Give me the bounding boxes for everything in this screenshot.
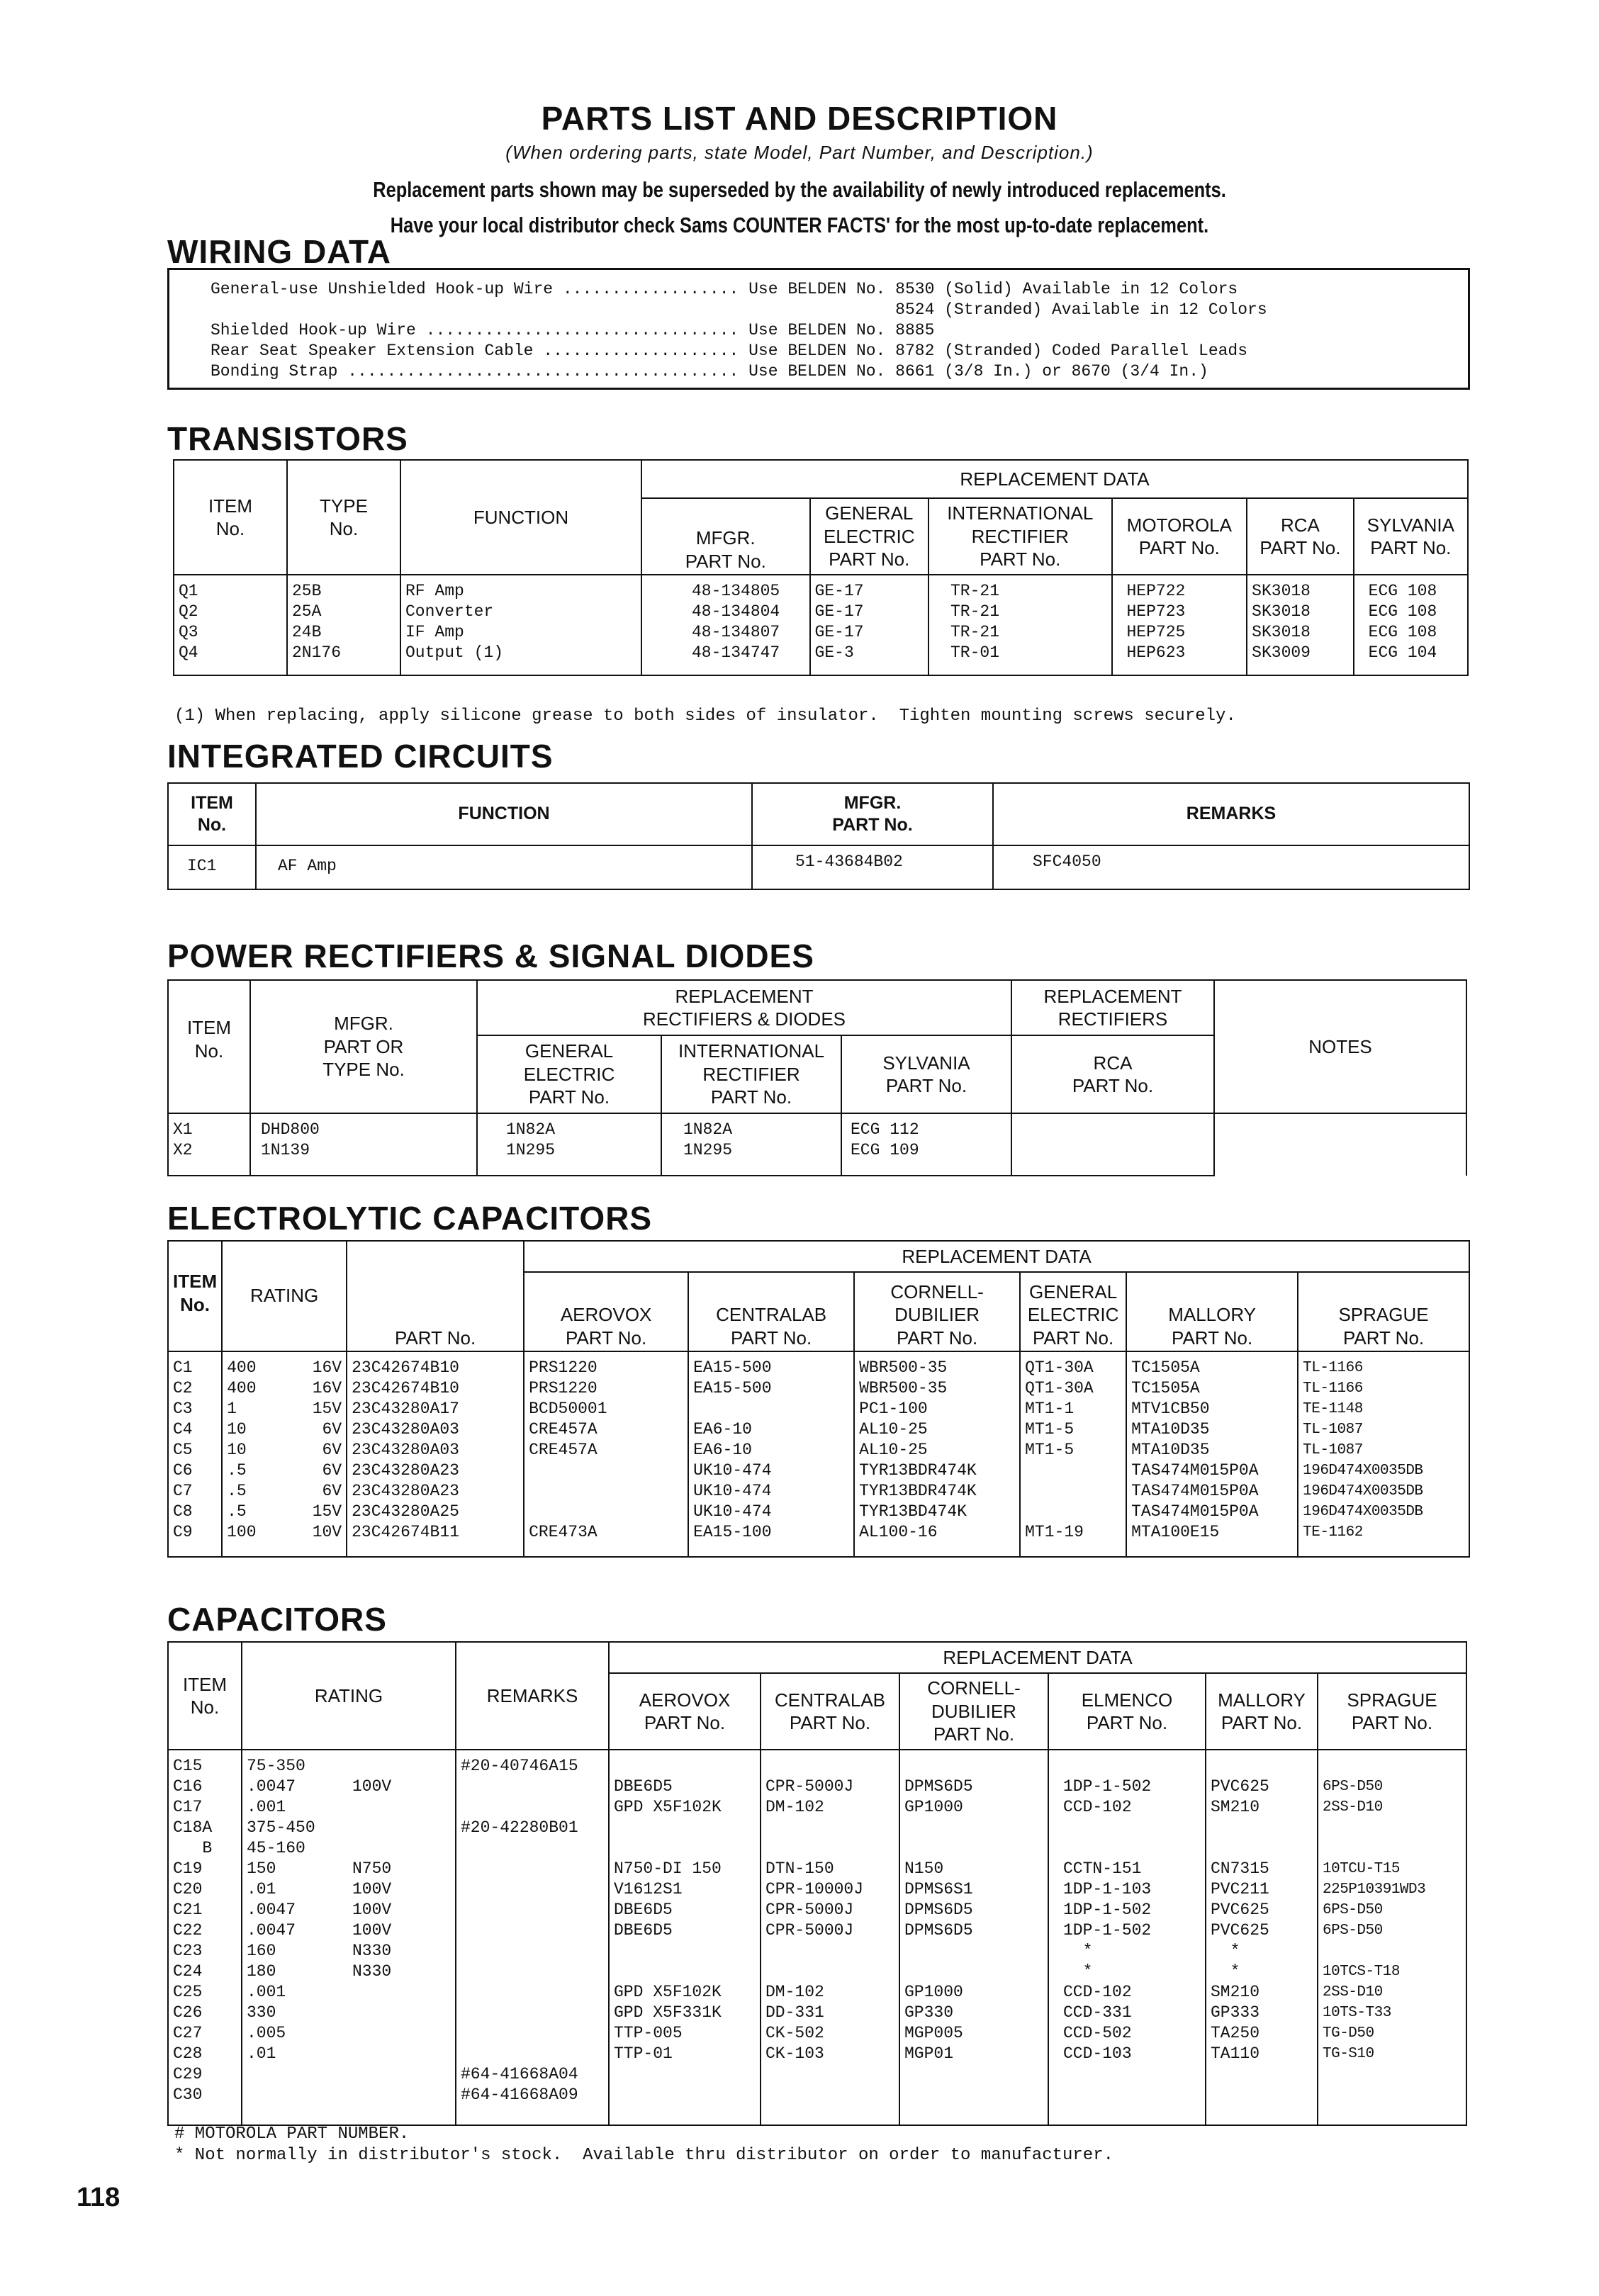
- diode-header-mfgr: MFGR. PART OR TYPE No.: [250, 980, 477, 1113]
- page-title: PARTS LIST AND DESCRIPTION: [541, 100, 1058, 137]
- ic-mfgr: 51-43684B02: [752, 845, 993, 889]
- cap-cornell-col: DPMS6D5 GP1000 N150 DPMS6S1 DPMS6D5 DPMS6D5 GP1000 GP330 MGP005 MGP01: [899, 1750, 1048, 2125]
- elec-capacitance-col: 400 400 1 10 10 .5 .5 .5 100: [222, 1351, 286, 1557]
- cap-remarks-col: #20-40746A15 #20-42280B01 #64-41668A04 #64-41668A09: [456, 1750, 609, 2125]
- transistor-intl-col: TR-21 TR-21 TR-21 TR-01: [928, 575, 1112, 675]
- diode-header-replacement: REPLACEMENT RECTIFIERS & DIODES: [477, 980, 1011, 1035]
- diodes-table: [167, 979, 1467, 1176]
- elec-cornell-col: WBR500-35 WBR500-35 PC1-100 AL10-25 AL10-25 TYR13BDR474K TYR13BDR474K TYR13BD474K AL100-16: [854, 1351, 1020, 1557]
- electrolytic-table: [167, 1240, 1470, 1558]
- transistor-rca-col: SK3018 SK3018 SK3018 SK3009: [1247, 575, 1354, 675]
- wiring-section-title: WIRING DATA: [167, 233, 391, 270]
- cap-voltage-col: 100V N750 100V 100V 100V N330 N330: [348, 1750, 456, 2125]
- elec-sprague-col: TL-1166 TL-1166 TE-1148 TL-1087 TL-1087 196D474X0035DB 196D474X0035DB 196D474X0035DB TE-1162: [1298, 1351, 1469, 1557]
- elec-header-cornell: CORNELL- DUBILIER PART No.: [854, 1272, 1020, 1351]
- col-header-mfgr: MFGR. PART No.: [641, 498, 810, 575]
- elec-header-rating: RATING: [222, 1241, 347, 1351]
- elec-part-col: 23C42674B10 23C42674B10 23C43280A17 23C43280A03 23C43280A03 23C43280A23 23C43280A23 23C43280A25 23C42674B11: [347, 1351, 524, 1557]
- ic-header-function: FUNCTION: [256, 783, 752, 845]
- diode-header-sylvania: SYLVANIA PART No.: [841, 1035, 1011, 1113]
- wiring-line: Rear Seat Speaker Extension Cable .................... Use BELDEN No. 8782 (Stranded) Coded Parallel Leads: [211, 342, 1248, 360]
- cap-header-centralab: CENTRALAB PART No.: [761, 1673, 899, 1750]
- elec-item-col: C1 C2 C3 C4 C5 C6 C7 C8 C9: [168, 1351, 222, 1557]
- col-header-type: TYPE No.: [287, 460, 400, 575]
- transistor-ge-col: GE-17 GE-17 GE-17 GE-3: [810, 575, 928, 675]
- elec-header-sprague: SPRAGUE PART No.: [1298, 1272, 1469, 1351]
- diodes-section-title: POWER RECTIFIERS & SIGNAL DIODES: [167, 938, 814, 974]
- diode-rca-col: [1011, 1113, 1214, 1176]
- cap-header-remarks: REMARKS: [456, 1642, 609, 1750]
- cap-aerovox-col: DBE6D5 GPD X5F102K N750-DI 150 V1612S1 DBE6D5 DBE6D5 GPD X5F102K GPD X5F331K TTP-005 TTP-01: [609, 1750, 761, 2125]
- cap-capacitance-col: 75-350 .0047 .001 375-450 45-160 150 .01 .0047 .0047 160 180 .001 330 .005 .01: [242, 1750, 348, 2125]
- cap-header-cornell: CORNELL- DUBILIER PART No.: [899, 1673, 1048, 1750]
- col-header-function: FUNCTION: [400, 460, 641, 575]
- elec-header-part: PART No.: [347, 1241, 524, 1351]
- cap-item-col: C15 C16 C17 C18A B C19 C20 C21 C22 C23 C24 C25 C26 C27 C28 C29 C30: [168, 1750, 242, 2125]
- ic-item: IC1: [168, 845, 256, 889]
- transistor-motorola-col: HEP722 HEP723 HEP725 HEP623: [1112, 575, 1247, 675]
- col-header-sylvania: SYLVANIA PART No.: [1354, 498, 1468, 575]
- ics-table: [167, 782, 1470, 890]
- wiring-data-box: [167, 268, 1470, 390]
- page-number: 118: [77, 2183, 120, 2212]
- elec-header-centralab: CENTRALAB PART No.: [688, 1272, 854, 1351]
- diode-header-repl-rectifiers: REPLACEMENT RECTIFIERS: [1011, 980, 1214, 1035]
- cap-elmenco-col: 1DP-1-502 CCD-102 CCTN-151 1DP-1-103 1DP-1-502 1DP-1-502 * * CCD-102 CCD-331 CCD-502 CCD-103: [1048, 1750, 1206, 2125]
- diode-mfgr-col: DHD800 1N139: [250, 1113, 477, 1176]
- col-header-motorola: MOTOROLA PART No.: [1112, 498, 1247, 575]
- diode-header-item: ITEM No.: [168, 980, 250, 1113]
- cap-header-sprague: SPRAGUE PART No.: [1318, 1673, 1466, 1750]
- elec-ge-col: QT1-30A QT1-30A MT1-1 MT1-5 MT1-5 MT1-19: [1020, 1351, 1126, 1557]
- transistor-item-col: Q1 Q2 Q3 Q4: [174, 575, 287, 675]
- cap-mallory-col: PVC625 SM210 CN7315 PVC211 PVC625 PVC625 * * SM210 GP333 TA250 TA110: [1206, 1750, 1318, 2125]
- wiring-line: Bonding Strap ........................................ Use BELDEN No. 8661 (3/8 In.) or 8670 (3/4 In.): [211, 362, 1208, 381]
- transistors-footnote: (1) When replacing, apply silicone grease to both sides of insulator. Tighten mounting screws securely.: [174, 707, 1236, 726]
- elec-header-ge: GENERAL ELECTRIC PART No.: [1020, 1272, 1126, 1351]
- ic-header-item: ITEM No.: [168, 783, 256, 845]
- capacitors-footnote-stock: * Not normally in distributor's stock. Available thru distributor on order to manufacturer.: [174, 2146, 1114, 2165]
- cap-header-elmenco: ELMENCO PART No.: [1048, 1673, 1206, 1750]
- elec-centralab-col: EA15-500 EA15-500 EA6-10 EA6-10 UK10-474 UK10-474 UK10-474 EA15-100: [688, 1351, 854, 1557]
- transistor-type-col: 25B 25A 24B 2N176: [287, 575, 400, 675]
- electrolytic-section-title: ELECTROLYTIC CAPACITORS: [167, 1200, 653, 1237]
- capacitors-table: [167, 1641, 1467, 2126]
- col-header-item: ITEM No.: [174, 460, 287, 575]
- capacitors-section-title: CAPACITORS: [167, 1601, 387, 1638]
- cap-replacement-data-header: REPLACEMENT DATA: [609, 1642, 1466, 1673]
- diode-item-col: X1 X2: [168, 1113, 250, 1176]
- cap-header-aerovox: AEROVOX PART No.: [609, 1673, 761, 1750]
- elec-voltage-col: 16V 16V 15V 6V 6V 6V 6V 15V 10V: [286, 1351, 347, 1557]
- cap-header-item: ITEM No.: [168, 1642, 242, 1750]
- cap-centralab-col: CPR-5000J DM-102 DTN-150 CPR-10000J CPR-5000J CPR-5000J DM-102 DD-331 CK-502 CK-103: [761, 1750, 899, 2125]
- diode-notes-col: [1214, 1113, 1466, 1176]
- col-header-ge: GENERAL ELECTRIC PART No.: [810, 498, 928, 575]
- col-header-rca: RCA PART No.: [1247, 498, 1354, 575]
- diode-header-notes: NOTES: [1214, 980, 1466, 1113]
- ics-section-title: INTEGRATED CIRCUITS: [167, 738, 554, 775]
- transistor-mfgr-col: 48-134805 48-134804 48-134807 48-134747: [641, 575, 810, 675]
- transistors-section-title: TRANSISTORS: [167, 420, 408, 457]
- ic-header-remarks: REMARKS: [993, 783, 1469, 845]
- elec-aerovox-col: PRS1220 PRS1220 BCD50001 CRE457A CRE457A CRE473A: [524, 1351, 688, 1557]
- elec-mallory-col: TC1505A TC1505A MTV1CB50 MTA10D35 MTA10D35 TAS474M015P0A TAS474M015P0A TAS474M015P0A MTA100E15: [1126, 1351, 1298, 1557]
- replacement-notice: Replacement parts shown may be superseded by the availability of newly introduced replacements.: [373, 177, 1226, 202]
- diode-ge-col: 1N82A 1N295: [477, 1113, 661, 1176]
- transistors-table: [173, 459, 1469, 676]
- cap-header-rating: RATING: [242, 1642, 456, 1750]
- diode-intl-col: 1N82A 1N295: [661, 1113, 841, 1176]
- transistor-function-col: RF Amp Converter IF Amp Output (1): [400, 575, 641, 675]
- wiring-line: General-use Unshielded Hook-up Wire .................. Use BELDEN No. 8530 (Solid) Available in 12 Colors: [211, 280, 1238, 298]
- counter-facts-notice: Have your local distributor check Sams COUNTER FACTS' for the most up-to-date replacement.: [390, 213, 1209, 237]
- ic-function: AF Amp: [256, 845, 752, 889]
- wiring-line: Shielded Hook-up Wire ................................ Use BELDEN No. 8885: [211, 321, 935, 339]
- elec-header-mallory: MALLORY PART No.: [1126, 1272, 1298, 1351]
- elec-replacement-data-header: REPLACEMENT DATA: [524, 1241, 1469, 1272]
- diode-header-ge: GENERAL ELECTRIC PART No.: [477, 1035, 661, 1113]
- cap-sprague-col: 6PS-D50 2SS-D10 10TCU-T15 225P10391WD3 6PS-D50 6PS-D50 10TCS-T18 2SS-D10 10TS-T33 TG-D50 TG-S10: [1318, 1750, 1466, 2125]
- ic-header-mfgr: MFGR. PART No.: [752, 783, 993, 845]
- diode-header-intl: INTERNATIONAL RECTIFIER PART No.: [661, 1035, 841, 1113]
- diode-sylvania-col: ECG 112 ECG 109: [841, 1113, 1011, 1176]
- replacement-data-header: REPLACEMENT DATA: [641, 460, 1468, 498]
- cap-header-mallory: MALLORY PART No.: [1206, 1673, 1318, 1750]
- transistor-sylvania-col: ECG 108 ECG 108 ECG 108 ECG 104: [1354, 575, 1468, 675]
- elec-header-aerovox: AEROVOX PART No.: [524, 1272, 688, 1351]
- page-subtitle: (When ordering parts, state Model, Part Number, and Description.): [505, 142, 1094, 163]
- ic-remarks: SFC4050: [993, 845, 1469, 889]
- capacitors-footnote-motorola: # MOTOROLA PART NUMBER.: [174, 2125, 410, 2144]
- col-header-intl: INTERNATIONAL RECTIFIER PART No.: [928, 498, 1112, 575]
- diode-header-rca: RCA PART No.: [1011, 1035, 1214, 1113]
- elec-header-item: ITEM No.: [168, 1241, 222, 1351]
- wiring-line: 8524 (Stranded) Available in 12 Colors: [211, 300, 1267, 319]
